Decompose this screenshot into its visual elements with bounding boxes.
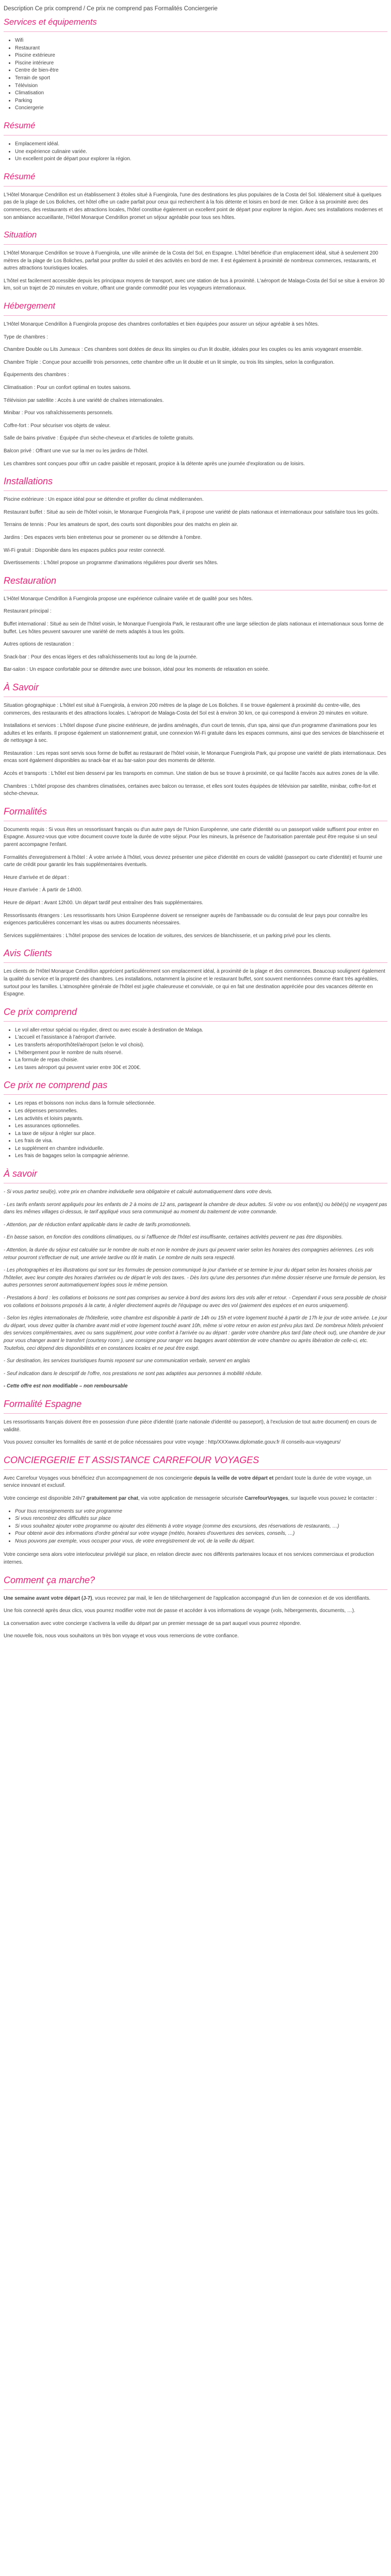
list-item: • Emplacement idéal. bbox=[15, 141, 387, 148]
installations-title: Installations bbox=[4, 476, 53, 487]
comment-p3: La conversation avec votre concierge s'activera la veille du départ par un premier message de sa part auquel vous pourrez répondre. bbox=[4, 1620, 301, 1626]
restauration-p1: Buffet international : Situé au sein de l'hôtel voisin, le Monarque Fuengirola Park, le restaurant offre une large sélection de plats nationaux et internationaux sous forme de buffet. Les hôtes peuvent savourer une variété de mets adaptés à tous les goûts. bbox=[4, 621, 384, 635]
hebergement-e2: Télévision par satellite : Accès à une variété de chaînes internationales. bbox=[4, 397, 164, 403]
list-item: • Télévision bbox=[15, 82, 387, 90]
asavoir2-line: - Sur destination, les services touristiques fournis reposent sur une communication verbale, servent en anglais bbox=[4, 1358, 250, 1364]
avis-title: Avis Clients bbox=[4, 948, 52, 959]
asavoir2-title: À savoir bbox=[4, 1168, 38, 1179]
formalites-title: Formalités bbox=[4, 806, 47, 817]
list-item: • Un excellent point de départ pour explorer la région. bbox=[15, 156, 387, 163]
savoir-title: À Savoir bbox=[4, 682, 39, 692]
hebergement-equip-label: Équipements des chambres : bbox=[4, 372, 69, 378]
formalites-p2: Formalités d'enregistrement à l'hôtel : À votre arrivée à l'hôtel, vous devrez présenter une pièce d'identité en cours de validité (passeport ou carte d'identité) et fournir une carte de crédit pour garantir les frais supplémentaires éventuels. bbox=[4, 854, 383, 868]
formalites-p7: Services supplémentaires : L'hôtel propose des services de location de voitures, des services de blanchisserie, et un parking privé pour les clients. bbox=[4, 933, 332, 939]
installations-p4: Jardins : Des espaces verts bien entretenus pour se promener ou se détendre à l'ombre. bbox=[4, 534, 202, 540]
conciergerie-p1-c: pendant toute la durée de votre voyage, un service innovant et exclusif. bbox=[4, 1475, 371, 1489]
hebergement-e1: Climatisation : Pour un confort optimal en toutes saisons. bbox=[4, 385, 132, 391]
list-item: • Le supplément en chambre individuelle. bbox=[15, 1145, 387, 1153]
installations-p2: Restaurant buffet : Situé au sein de l'hôtel voisin, le Monarque Fuengirola Park, il propose une variété de plats nationaux et internationaux pour satisfaire tous les goûts. bbox=[4, 509, 379, 515]
list-item: • Piscine extérieure bbox=[15, 52, 387, 60]
conciergerie-p2-c: , via votre application de messagerie sécurisée bbox=[138, 1495, 245, 1501]
list-item: • L'accueil et l'assistance à l'aéroport d'arrivée. bbox=[15, 1034, 387, 1042]
resume2-text: L'Hôtel Monarque Cendrillon est un établissement 3 étoiles situé à Fuengirola, l'une des destinations les plus populaires de la Costa del Sol. Idéalement situé à quelques pas de la plage de Los Boliches, cet hôtel offre un cadre parfait pour ceux qui recherchent à la fois détente et loisirs en bord de mer. Grâce à sa proximité avec des commerces, des restaurants et des attractions locales, l'hôtel constitue également un excellent point de départ pour explorer la région. Avec ses installations modernes et son ambiance accueillante, l'Hôtel Monarque Cendrillon promet un séjour agréable pour tous ses hôtes. bbox=[4, 192, 383, 221]
list-item: • Restaurant bbox=[15, 45, 387, 53]
conciergerie-p1-a: Avec Carrefour Voyages vous bénéficiez d'un accompagnement de nos conciergerie bbox=[4, 1475, 194, 1481]
installations-p3: Terrains de tennis : Pour les amateurs de sport, des courts sont disponibles pour des matchs en plein air. bbox=[4, 522, 238, 528]
list-item: • Conciergerie bbox=[15, 105, 387, 112]
situation-title: Situation bbox=[4, 230, 37, 240]
hebergement-title: Hébergement bbox=[4, 301, 55, 311]
restauration-title: Restauration bbox=[4, 575, 57, 586]
list-item: • Les taxes aéroport qui peuvent varier entre 30€ et 200€. bbox=[15, 1064, 387, 1072]
services-title: Services et équipements bbox=[4, 18, 97, 27]
savoir-p2: Installations et services : L'hôtel dispose d'une piscine extérieure, de jardins aménagés, d'un court de tennis, d'un spa, ainsi que d'un programme d'animations pour les adultes et les enfants. Il propose également un stationnement gratuit, une connexion Wi-Fi gratuite dans les espaces communs, ainsi que des services de blanchisserie et de nettoyage à sec. bbox=[4, 723, 384, 744]
services-list bbox=[4, 37, 387, 112]
formalites-p5: Heure de départ : Avant 12h00. Un départ tardif peut entraîner des frais supplémentaires. bbox=[4, 900, 204, 906]
list-item: • Terrain de sport bbox=[15, 75, 387, 82]
divider bbox=[4, 1021, 387, 1022]
list-item: • Les transferts aéroport/hôtel/aéroport (selon le vol choisi). bbox=[15, 1042, 387, 1049]
conciergerie-p2-b: gratuitement par chat bbox=[86, 1495, 138, 1501]
list-item: • Centre de bien-être bbox=[15, 67, 387, 75]
installations-p1: Piscine extérieure : Un espace idéal pour se détendre et profiter du climat méditerranéen. bbox=[4, 497, 204, 503]
list-item: • Pour tous renseignements sur votre programme bbox=[15, 1508, 387, 1516]
conciergerie-p2-d: CarrefourVoyages bbox=[245, 1495, 288, 1501]
conciergerie-p2-e: , sur laquelle vous pouvez le contacter : bbox=[288, 1495, 377, 1501]
situation-p2: L'hôtel est facilement accessible depuis les principaux moyens de transport, avec une station de bus à proximité. L'aéroport de Malaga-Costa del Sol se situe à environ 30 km, soit un trajet de 20 minutes en voiture, offrant une grande commodité pour les voyageurs internationaux. bbox=[4, 278, 385, 292]
hebergement-p1: Chambre Double ou Lits Jumeaux : Ces chambres sont dotées de deux lits simples ou d'un lit double, idéales pour les couples ou les amis voyageant ensemble. bbox=[4, 347, 363, 353]
restauration-p2: Snack-bar : Pour des encas légers et des rafraîchissements tout au long de la journée. bbox=[4, 654, 198, 660]
savoir-p3: Restauration : Les repas sont servis sous forme de buffet au restaurant de l'hôtel voisin, le Monarque Fuengirola Park, qui propose une variété de plats internationaux. Des encas sont également disponibles au snack-bar et au bar-salon pour des moments de détente. bbox=[4, 750, 386, 764]
formalites-p6: Ressortissants étrangers : Les ressortissants hors Union Européenne doivent se renseigner auprès de l'ambassade ou du consulat de leur pays pour connaître les exigences particulières concernant les visas ou autres documents nécessaires. bbox=[4, 912, 368, 926]
restauration-label2: Autres options de restauration : bbox=[4, 641, 74, 648]
list-item: • Parking bbox=[15, 97, 387, 105]
list-item: • Les frais de bagages selon la compagnie aérienne. bbox=[15, 1153, 387, 1160]
savoir-p5: Chambres : L'hôtel propose des chambres climatisées, certaines avec balcon ou terrasse, et elles sont toutes équipées de télévision par satellite, minibar, coffre-fort et sèche-cheveux. bbox=[4, 783, 377, 797]
hebergement-e5: Salle de bains privative : Équipée d'un sèche-cheveux et d'articles de toilette gratuits. bbox=[4, 435, 194, 442]
list-item: • Les frais de visa. bbox=[15, 1138, 387, 1145]
asavoir2-line: - Si vous partez seul(e), votre prix en chambre individuelle sera obligatoire et calculé automatiquement dans votre devis. bbox=[4, 1189, 273, 1195]
installations-p6: Divertissements : L'hôtel propose un programme d'animations régulières pour divertir ses hôtes. bbox=[4, 560, 218, 566]
divider bbox=[4, 315, 387, 316]
savoir-p4: Accès et transports : L'hôtel est bien desservi par les transports en commun. Une station de bus se trouve à proximité, ce qui facilite l'accès aux autres zones de la ville. bbox=[4, 771, 379, 777]
conciergerie-p2-a: Votre concierge est disponible 24h/7 bbox=[4, 1495, 87, 1501]
formalite-title: Formalité Espagne bbox=[4, 1398, 82, 1409]
list-item: • Les activités et loisirs payants. bbox=[15, 1115, 387, 1123]
savoir-p1: Situation géographique : L'hôtel est situé à Fuengirola, à environ 200 mètres de la plage de Los Boliches. Il se trouve également à proximité du centre-ville, des commerces, des restaurants et des attractions locales. L'aéroport de Malaga-Costa del Sol est à environ 30 km, ce qui correspond à environ 20 minutes en voiture. bbox=[4, 702, 369, 716]
list-item: • Nous pouvons par exemple, vous occuper pour vous, de votre enregistrement de vol, de la veille du départ. bbox=[15, 1538, 387, 1546]
divider bbox=[4, 186, 387, 187]
divider bbox=[4, 244, 387, 245]
divider bbox=[4, 31, 387, 32]
list-item: • Pour obtenir avoir des informations d'ordre général sur votre voyage (météo, horaires d'ouvertures des services, conseils, …) bbox=[15, 1530, 387, 1538]
list-item: • Une expérience culinaire variée. bbox=[15, 148, 387, 156]
list-item: • Wifi bbox=[15, 37, 387, 45]
divider bbox=[4, 962, 387, 963]
hebergement-p2: Chambre Triple : Conçue pour accueillir trois personnes, cette chambre offre un lit double et un lit simple, ou trois lits simples, selon la configuration. bbox=[4, 359, 335, 365]
asavoir2-line: - Les photographies et les illustrations qui sont sur les formules de pension communiqué la jour d'arrivée et se termine le jour du départ selon les horaires choisis par l'hôtelier, avec leur compte des horaires d'arrivées ou de départ le vols des taxes. - Dès lors qu'une des personnes d'un même dossier réserve une formule de pension, les autres personnes seront automatiquement logées sous le même pension. bbox=[4, 1267, 385, 1289]
asavoir2-line: - Selon les règles internationales de l'hôtellerie, votre chambre est disponible à partir de 14h ou 15h et votre logement touché à partir de 17h le jour de votre arrivée. Le jour du départ, vous devez quitter la chambre avant midi et votre logement touché avant 10h, même si votre retour en avion est prévu plus tard. De nombreux hôtels prévoient des services complémentaires, avec ou sans supplément, pour votre confort à l'arrivée ou au départ : garder votre chambre plus tard (late check out), une chambre de jour pour vous changer avant le transfert (courtesy room ), une consigne pour ranger vos bagages avant obtention de votre chambre ou après libération de celle-ci, etc. Toutefois, ceci dépend des disponibilités et en constances locales et ne peut être exigé. bbox=[4, 1315, 387, 1351]
conciergerie-p1 bbox=[4, 1475, 387, 1490]
hebergement-e6: Balcon privé : Offrant une vue sur la mer ou les jardins de l'hôtel. bbox=[4, 448, 149, 454]
divider bbox=[4, 490, 387, 491]
conciergerie-title: CONCIERGERIE ET ASSISTANCE CARREFOUR VOYAGES bbox=[4, 1454, 259, 1465]
formalites-p1: Documents requis : Si vous êtes un ressortissant français ou d'un autre pays de l'Union Européenne, une carte d'identité ou un passeport valide suffisent pour entrer en Espagne. Assurez-vous que votre document couvre toute la durée de votre séjour. Pour les mineurs, la présence de l'autorisation parentale peut être requise si un seul parent accompagne l'enfant. bbox=[4, 826, 379, 848]
conciergerie-p2 bbox=[4, 1495, 387, 1503]
hebergement-note: Les chambres sont conçues pour offrir un cadre paisible et reposant, propice à la détente après une journée d'exploration ou de loisirs. bbox=[4, 461, 305, 467]
prix-list bbox=[4, 1027, 387, 1072]
avis-text: Les clients de l'Hôtel Monarque Cendrillon apprécient particulièrement son emplacement idéal, à proximité de la plage et des commerces. Beaucoup soulignent également la qualité du service et la propreté des chambres. Les installations, notamment la piscine et le restaurant buffet, sont souvent mentionnées comme étant très agréables, surtout pour les familles. L'atmosphère générale de l'hôtel est jugée chaleureuse et conviviale, ce qui en fait une destination appréciée pour des vacances détente en Espagne. bbox=[4, 969, 385, 997]
asavoir2-footer: - Cette offre est non modifiable – non remboursable bbox=[4, 1383, 128, 1389]
restauration-intro: L'Hôtel Monarque Cendrillon à Fuengirola propose une expérience culinaire variée et de qualité pour ses hôtes. bbox=[4, 596, 253, 602]
conciergerie-p1-b: depuis la veille de votre départ et bbox=[193, 1475, 274, 1481]
description-header: Description Ce prix comprend / Ce prix ne comprend pas Formalités Conciergerie bbox=[4, 6, 218, 12]
divider bbox=[4, 1589, 387, 1590]
conciergerie-list bbox=[4, 1508, 387, 1546]
formalite-p1: Les ressortissants français doivent être en possession d'une pièce d'identité (carte nationale d'identité ou passeport), à l'exclusion de tout autre document) en cours de validité. bbox=[4, 1419, 377, 1433]
formalite-p2: Vous pouvez consulter les formalités de santé et de police nécessaires pour votre voyage : http/XXXwww.diplomatie.gouv.fr /il conseils-aux-voyageurs/ bbox=[4, 1439, 341, 1446]
asavoir2-line: - Attention, la durée du séjour est calculée sur le nombre de nuits et non le nombre de jours qui peuvent varier selon les horaires des compagnies aériennes. Les vols retour pourront s'effectuer de nuit, une arrivée tardive ou tôt le matin. Le nombre de nuits sera respecté. bbox=[4, 1247, 374, 1261]
conciergerie-p3: Votre concierge sera alors votre interlocuteur privilégié sur place, en relation directe avec nos différents partenaires locaux et nos services commerciaux et production internes. bbox=[4, 1552, 374, 1566]
hebergement-intro: L'Hôtel Monarque Cendrillon à Fuengirola propose des chambres confortables et bien équipées pour assurer un séjour agréable à ses hôtes. bbox=[4, 321, 319, 328]
hebergement-e4: Coffre-fort : Pour sécuriser vos objets de valeur. bbox=[4, 422, 111, 429]
resume-list bbox=[4, 141, 387, 163]
divider bbox=[4, 1094, 387, 1095]
installations-p5: Wi-Fi gratuit : Disponible dans les espaces publics pour rester connecté. bbox=[4, 547, 166, 553]
comment-p1 bbox=[4, 1595, 387, 1603]
formalites-p4: Heure d'arrivée : À partir de 14h00. bbox=[4, 887, 83, 893]
asavoir2-line: - Attention, par de réduction enfant applicable dans le cadre de tarifs promotionnels. bbox=[4, 1222, 191, 1228]
list-item: • Si vous souhaitez ajouter votre programme ou ajouter des éléments à votre voyage (comme des excursions, des réservations de restaurants, …) bbox=[15, 1523, 387, 1531]
formalites-p3: Heure d'arrivée et de départ : bbox=[4, 874, 70, 880]
divider bbox=[4, 1469, 387, 1470]
comment-p1-a: Une semaine avant votre départ (J-7) bbox=[4, 1595, 92, 1601]
comment-title: Comment ça marche? bbox=[4, 1574, 95, 1585]
list-item: • La taxe de séjour à régler sur place. bbox=[15, 1130, 387, 1138]
restauration-p3: Bar-salon : Un espace confortable pour se détendre avec une boisson, idéal pour les moments de relaxation en soirée. bbox=[4, 667, 270, 673]
list-item: • L'hébergement pour le nombre de nuits réservé. bbox=[15, 1049, 387, 1057]
asavoir2-line: - En basse saison, en fonction des conditions climatiques, ou si l'affluence de l'hôtel est insuffisante, certaines activités peuvent ne pas être disponibles. bbox=[4, 1234, 343, 1241]
restauration-label: Restaurant principal : bbox=[4, 608, 52, 615]
prix-title: Ce prix comprend bbox=[4, 1006, 77, 1017]
hebergement-types-label: Type de chambres : bbox=[4, 334, 48, 340]
asavoir2-line: - Seuf indication dans le descriptif de l'offre, nos prestations ne sont pas adaptées aux personnes à mobilité réduite. bbox=[4, 1370, 263, 1377]
list-item: • Climatisation bbox=[15, 90, 387, 97]
situation-p1: L'Hôtel Monarque Cendrillon se trouve à Fuengirola, une ville animée de la Costa del Sol, en Espagne. L'hôtel bénéficie d'un emplacement idéal, situé à seulement 200 mètres de la plage de Los Boliches, parfait pour profiter du soleil et des activités en bord de mer. Il est également à proximité de nombreux commerces, restaurants, et autres attractions touristiques locales. bbox=[4, 250, 379, 272]
list-item: • Les dépenses personnelles. bbox=[15, 1108, 387, 1115]
list-item: • Les assurances optionnelles. bbox=[15, 1123, 387, 1130]
noprix-title: Ce prix ne comprend pas bbox=[4, 1080, 108, 1091]
comment-p2: Une fois connecté après deux clics, vous pourrez modifier votre mot de passe et accéder à vos informations de voyage (vols, hébergements, documents, …). bbox=[4, 1608, 355, 1614]
list-item: • La formule de repas choisie. bbox=[15, 1057, 387, 1064]
list-item: • Si vous rencontrez des difficultés sur place bbox=[15, 1515, 387, 1523]
comment-p1-b: , vous recevrez par mail, le lien de téléchargement de l'application accompagné d'un lien de connexion et de vos identifiants. bbox=[92, 1595, 371, 1601]
divider bbox=[4, 1413, 387, 1414]
asavoir2-line: - Prestations à bord : les collations et boissons ne sont pas comprises au service à bord des avions lors des vols aller et retour. - Cependant il vous sera possible de choisir vos collations et boissons proposés à la carte, à régler directement auprès de l'équipage ou avec des vol (paiement des espèces et en euros uniquement). bbox=[4, 1295, 387, 1309]
list-item: • Le vol aller-retour spécial ou régulier, direct ou avec escale à destination de Malaga. bbox=[15, 1027, 387, 1035]
list-item: • Les repas et boissons non inclus dans la formule sélectionnée. bbox=[15, 1100, 387, 1108]
asavoir2-line: - Les tarifs enfants seront appliqués pour les enfants de 2 à moins de 12 ans, partageant la chambre de deux adultes. Si votre ou vos enfant(s) ou bébé(s) ne voyagent pas dans les mêmes villages ci-dessus, le tarif appliqué vous sera communiqué au moment du traitement de votre commande. bbox=[4, 1201, 387, 1215]
noprix-list bbox=[4, 1100, 387, 1160]
resume2-title: Résumé bbox=[4, 172, 36, 181]
hebergement-e3: Minibar : Pour vos rafraîchissements personnels. bbox=[4, 410, 113, 416]
resume-title: Résumé bbox=[4, 121, 36, 130]
comment-p4: Une nouvelle fois, nous vous souhaitons un très bon voyage et vous vous remercions de votre confiance. bbox=[4, 1633, 239, 1639]
list-item: • Piscine intérieure bbox=[15, 60, 387, 67]
